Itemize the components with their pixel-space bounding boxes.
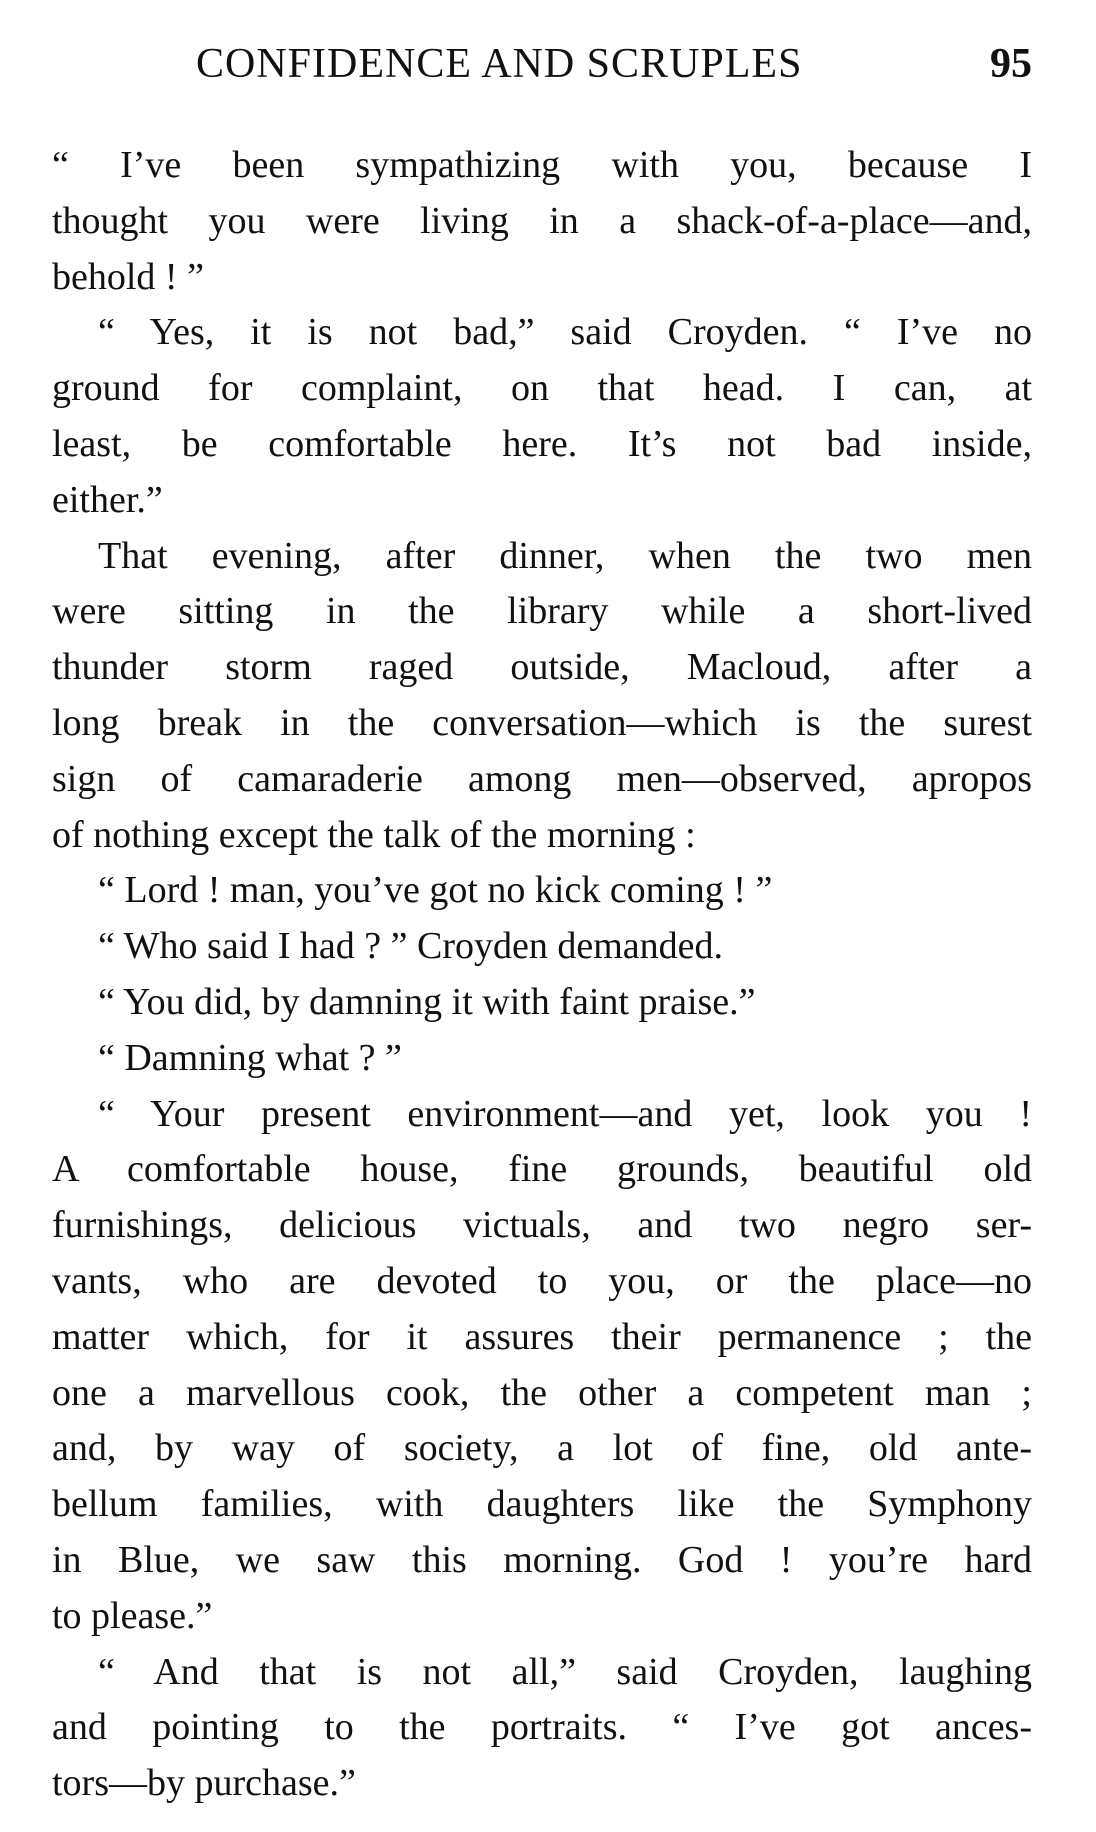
text-line: “ Who said I had ? ” Croyden demanded. [98, 925, 724, 968]
text-line: one a marvellous cook, the other a competent man ; [52, 1371, 1032, 1414]
text-line: either.” [52, 478, 163, 521]
text-line: sign of camaraderie among men—observed, apropos [52, 757, 1032, 800]
text-line: least, be comfortable here. It’s not bad inside, [52, 422, 1032, 465]
text-line: “ Your present environment—and yet, look you ! [98, 1092, 1032, 1135]
text-line: “ Damning what ? ” [98, 1036, 402, 1079]
text-line: were sitting in the library while a short-lived [52, 590, 1032, 633]
text-line: to please.” [52, 1594, 213, 1637]
text-line: thunder storm raged outside, Macloud, after a [52, 646, 1032, 689]
body-text [52, 138, 1032, 1812]
text-line: bellum families, with daughters like the Symphony [52, 1483, 1032, 1526]
text-line: furnishings, delicious victuals, and two negro ser- [52, 1204, 1032, 1247]
text-line: “ Lord ! man, you’ve got no kick coming ! ” [98, 869, 773, 912]
text-line: A comfortable house, fine grounds, beautiful old [52, 1148, 1032, 1191]
text-line: “ You did, by damning it with faint praise.” [98, 980, 756, 1023]
text-line: of nothing except the talk of the morning : [52, 813, 696, 856]
text-line: “ I’ve been sympathizing with you, because I [52, 144, 1032, 186]
text-line: and pointing to the portraits. “ I’ve got ances- [52, 1706, 1032, 1749]
text-line: “ And that is not all,” said Croyden, laughing [98, 1650, 1032, 1693]
text-line: That evening, after dinner, when the two men [98, 534, 1032, 577]
text-line: in Blue, we saw this morning. God ! you’re hard [52, 1538, 1032, 1581]
running-head [52, 40, 1032, 88]
page-number: 95 [990, 41, 1032, 87]
text-line: thought you were living in a shack-of-a-place—and, [52, 199, 1032, 242]
text-line: and, by way of society, a lot of fine, old ante- [52, 1427, 1032, 1470]
text-line: tors—by purchase.” [52, 1762, 356, 1805]
text-line: vants, who are devoted to you, or the place—no [52, 1259, 1032, 1302]
text-line: ground for complaint, on that head. I can, at [52, 367, 1032, 410]
text-line: long break in the conversation—which is the surest [52, 701, 1032, 744]
text-line: behold ! ” [52, 255, 204, 298]
text-line: “ Yes, it is not bad,” said Croyden. “ I’ve no [98, 311, 1032, 354]
running-title: CONFIDENCE AND SCRUPLES [196, 41, 803, 87]
text-line: matter which, for it assures their permanence ; the [52, 1315, 1032, 1358]
